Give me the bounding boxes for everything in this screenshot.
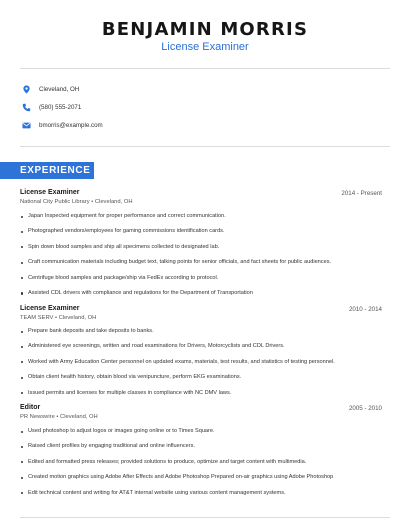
list-item: Administered eye screenings, written and road examinations for Drivers, Motorcyclists and CDL Drivers. — [20, 343, 390, 358]
contact-location-text: Cleveland, OH — [39, 85, 80, 93]
list-item: Japan Inspected equipment for proper performance and correct communication. — [20, 213, 390, 228]
contact-phone — [22, 101, 81, 113]
job-bullets — [20, 328, 390, 405]
job-dates: 2014 - Present — [341, 190, 382, 197]
candidate-name: BENJAMIN MORRIS — [101, 19, 309, 40]
job-title: Editor — [20, 404, 41, 411]
list-item: Created motion graphics using Adobe After Effects and Adobe Photoshop Prepared on-air graphics using Adobe Photoshop — [20, 474, 390, 489]
job-dates: 2010 - 2014 — [348, 306, 382, 313]
contact-email-text[interactable]: bmorris@example.com — [39, 121, 103, 129]
list-item: Edited and formatted press releases; provided solutions to produce, optimize and target content with multimedia. — [20, 459, 390, 474]
list-item: Prepare bank deposits and take deposits to banks. — [20, 328, 390, 343]
job-title: License Examiner — [20, 305, 80, 312]
contact-phone-text: (580) 555-2071 — [39, 103, 82, 111]
divider — [20, 68, 390, 69]
list-item: Worked with Army Education Center personnel on updated exams, materials, test results, and statistics of testing personnel. — [20, 359, 390, 374]
job-employer: TEAM SERV • Cleveland, OH — [20, 315, 97, 321]
contact-location — [22, 83, 79, 95]
list-item: Used photoshop to adjust logos or images going online or to Times Square. — [20, 428, 390, 443]
job-employer: PR Newswire • Cleveland, OH — [20, 414, 98, 420]
location-pin-icon — [22, 85, 31, 94]
job-bullets — [20, 428, 390, 505]
list-item: Edit technical content and writing for AT&T internal website using various content management systems. — [20, 490, 390, 505]
list-item: Craft communication materials including budget text, talking points for senior officials, and fact sheets for public audiences. — [20, 259, 390, 274]
job-employer: National City Public Library • Cleveland, OH — [20, 199, 133, 205]
list-item: Obtain client health history, obtain blood via venipuncture, perform EKG examinations. — [20, 374, 390, 389]
list-item: Raised client profiles by engaging traditional and online influencers. — [20, 443, 390, 458]
list-item: Centrifuge blood samples and package/ship via FedEx according to protocol. — [20, 275, 390, 290]
job-dates: 2005 - 2010 — [348, 405, 382, 412]
envelope-icon — [22, 121, 31, 130]
experience-section-heading: EXPERIENCE — [0, 162, 94, 179]
divider — [20, 517, 390, 518]
list-item: Photographed vendors/employees for gaming commissions identification cards. — [20, 228, 390, 243]
list-item: Spin down blood samples and ship all specimens collected to designated lab. — [20, 244, 390, 259]
job-title: License Examiner — [20, 189, 80, 196]
phone-icon — [22, 103, 31, 112]
list-item: Assisted CDL drivers with compliance and regulations for the Department of Transportation — [20, 290, 390, 305]
job-bullets — [20, 213, 390, 305]
job-title-header: License Examiner — [161, 41, 249, 53]
list-item: Issued permits and licenses for multiple classes in compliance with NC DMV laws. — [20, 390, 390, 405]
divider — [20, 146, 390, 147]
contact-email[interactable] — [22, 119, 103, 131]
